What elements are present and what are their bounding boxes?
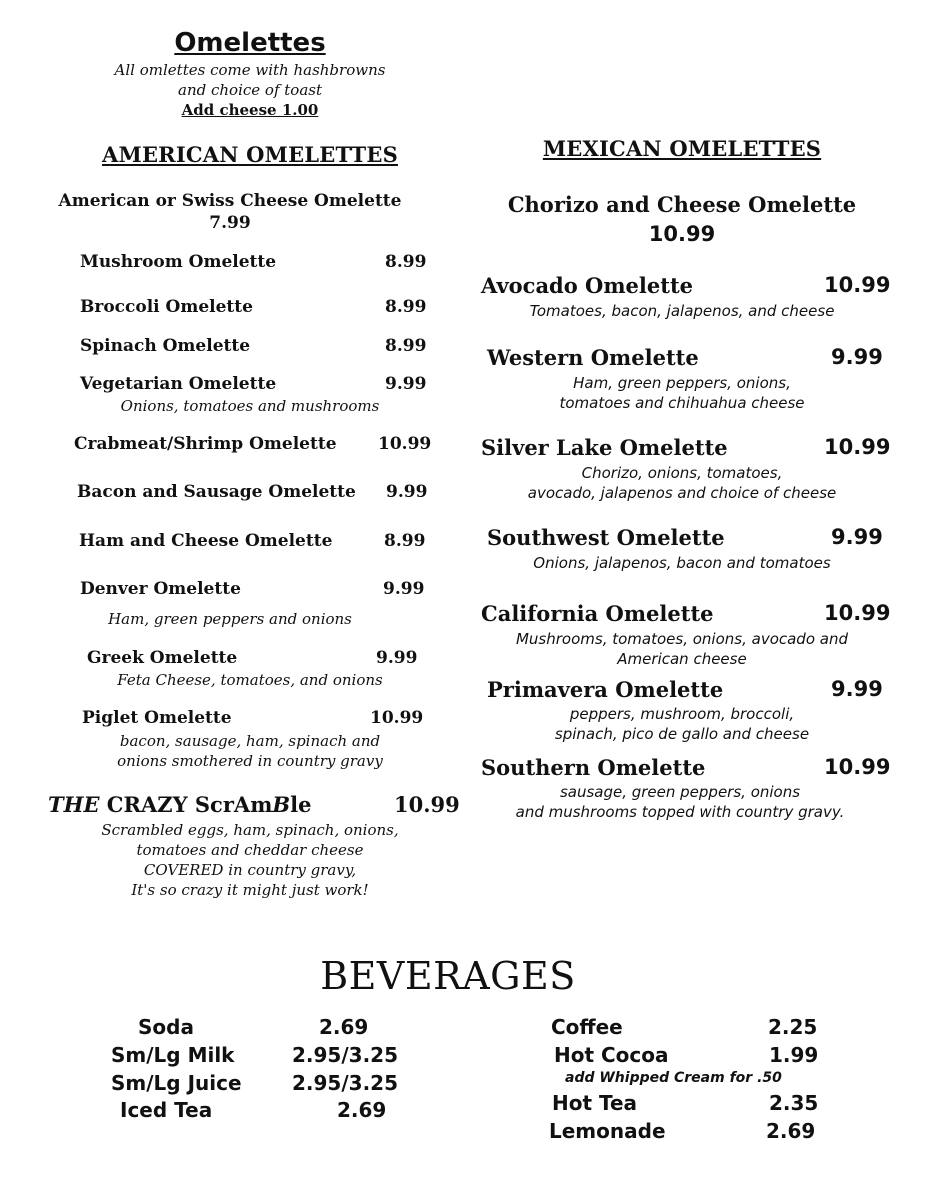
menu-item-description — [50, 731, 450, 771]
description-line: and mushrooms topped with country gravy. — [515, 803, 845, 821]
american-first-item — [30, 190, 430, 234]
menu-item-description — [482, 629, 882, 669]
beverage-price: 2.69 — [337, 1098, 387, 1122]
menu-item-name: Western Omelette — [487, 345, 699, 370]
crazy-scramble-word: CRAZY ScrAm — [99, 792, 273, 817]
beverage-price: 2.95/3.25 — [292, 1043, 398, 1067]
menu-item-price: 10.99 — [370, 708, 424, 728]
menu-item-name: Mushroom Omelette — [80, 252, 277, 272]
menu-item-description: Onions, tomatoes and mushrooms — [120, 397, 380, 415]
menu-item-description — [480, 782, 880, 822]
description-line: Ham, green peppers, onions, — [573, 374, 791, 392]
menu-item-name: Southern Omelette — [481, 755, 706, 780]
menu-item-name: Greek Omelette — [87, 648, 238, 668]
menu-item-name: Avocado Omelette — [481, 273, 694, 298]
mexican-first-item — [482, 190, 882, 248]
menu-item-description — [482, 463, 882, 503]
menu-item-price: 9.99 — [386, 482, 428, 502]
beverage-price: 2.35 — [769, 1091, 819, 1115]
crazy-scramble-the: THE — [48, 792, 100, 817]
page-title: Omelettes — [174, 28, 326, 58]
menu-item-price: 8.99 — [385, 336, 427, 356]
description-line: American cheese — [617, 650, 747, 668]
description-line: onions smothered in country gravy — [117, 752, 383, 770]
crazy-scramble-price: 10.99 — [394, 792, 460, 817]
whipped-cream-note: add Whipped Cream for .50 — [565, 1070, 782, 1086]
description-line: tomatoes and chihuahua cheese — [559, 394, 805, 412]
menu-item-description: Feta Cheese, tomatoes, and onions — [117, 671, 383, 689]
beverage-name: Soda — [138, 1015, 194, 1039]
description-line: Scrambled eggs, ham, spinach, onions, — [101, 821, 399, 839]
menu-item-description — [482, 704, 882, 744]
beverage-name: Sm/Lg Milk — [111, 1043, 235, 1067]
beverage-name: Hot Tea — [552, 1091, 638, 1115]
menu-item-price: 8.99 — [385, 297, 427, 317]
beverage-price: 2.69 — [766, 1119, 816, 1143]
menu-item-description: Ham, green peppers and onions — [108, 610, 352, 628]
menu-item-name: Crabmeat/Shrimp Omelette — [74, 434, 337, 454]
american-heading: AMERICAN OMELETTES — [102, 142, 398, 167]
menu-item-price: 10.99 — [824, 601, 891, 625]
menu-item-price: 10.99 — [824, 755, 891, 779]
header-note-line1: All omlettes come with hashbrowns — [114, 61, 386, 79]
beverage-price: 2.95/3.25 — [292, 1071, 398, 1095]
description-line: Mushrooms, tomatoes, onions, avocado and — [515, 630, 848, 648]
item-name: American or Swiss Cheese Omelette — [58, 191, 402, 211]
menu-item-name: Ham and Cheese Omelette — [79, 531, 333, 551]
menu-item-price: 10.99 — [824, 435, 891, 459]
beverage-price: 1.99 — [769, 1043, 819, 1067]
item-price: 7.99 — [209, 213, 251, 233]
description-line: It's so crazy it might just work! — [131, 881, 369, 899]
beverage-name: Sm/Lg Juice — [111, 1071, 242, 1095]
menu-item-price: 9.99 — [383, 579, 425, 599]
description-line: spinach, pico de gallo and cheese — [554, 725, 810, 743]
beverage-name: Coffee — [551, 1015, 623, 1039]
menu-item-name: Bacon and Sausage Omelette — [77, 482, 356, 502]
beverage-price: 2.69 — [319, 1015, 369, 1039]
menu-item-description: Onions, jalapenos, bacon and tomatoes — [533, 554, 831, 572]
menu-item-name: Silver Lake Omelette — [481, 435, 728, 460]
header-note-line2: and choice of toast — [178, 81, 322, 99]
crazy-scramble-end: le — [290, 792, 312, 817]
mexican-heading: MEXICAN OMELETTES — [542, 136, 822, 161]
menu-item-name: California Omelette — [481, 601, 714, 626]
description-line: peppers, mushroom, broccoli, — [569, 705, 795, 723]
crazy-scramble-description — [50, 820, 450, 900]
menu-item-description: Tomatoes, bacon, jalapenos, and cheese — [529, 302, 835, 320]
beverage-price: 2.25 — [768, 1015, 818, 1039]
menu-item-name: Broccoli Omelette — [80, 297, 253, 317]
beverages-heading: BEVERAGES — [320, 954, 576, 998]
description-line: avocado, jalapenos and choice of cheese — [527, 484, 837, 502]
menu-item-price: 9.99 — [831, 677, 883, 701]
menu-item-name: Southwest Omelette — [487, 525, 725, 550]
menu-item-price: 8.99 — [385, 252, 427, 272]
menu-item-name: Vegetarian Omelette — [80, 374, 277, 394]
menu-item-name: Spinach Omelette — [80, 336, 251, 356]
item-price: 10.99 — [648, 222, 716, 246]
beverage-name: Iced Tea — [120, 1098, 213, 1122]
menu-item-name: Primavera Omelette — [487, 677, 724, 702]
menu-item-name: Piglet Omelette — [82, 708, 232, 728]
beverage-name: Lemonade — [549, 1119, 666, 1143]
beverage-name: Hot Cocoa — [554, 1043, 669, 1067]
menu-item-description — [482, 373, 882, 413]
menu-item-price: 10.99 — [378, 434, 432, 454]
menu-header — [100, 26, 400, 120]
description-line: COVERED in country gravy, — [143, 861, 357, 879]
menu-item-price: 10.99 — [824, 273, 891, 297]
menu-item-price: 8.99 — [384, 531, 426, 551]
description-line: bacon, sausage, ham, spinach and — [119, 732, 381, 750]
description-line: sausage, green peppers, onions — [559, 783, 801, 801]
menu-item-price: 9.99 — [385, 374, 427, 394]
menu-item-name: Denver Omelette — [80, 579, 241, 599]
menu-item-price: 9.99 — [376, 648, 418, 668]
description-line: Chorizo, onions, tomatoes, — [581, 464, 783, 482]
description-line: tomatoes and cheddar cheese — [136, 841, 364, 859]
menu-item-price: 9.99 — [831, 345, 883, 369]
menu-item-price: 9.99 — [831, 525, 883, 549]
item-name: Chorizo and Cheese Omelette — [507, 192, 857, 217]
crazy-scramble-b: B — [272, 792, 291, 817]
crazy-scramble-name — [48, 792, 312, 817]
add-cheese-note: Add cheese 1.00 — [181, 101, 319, 119]
